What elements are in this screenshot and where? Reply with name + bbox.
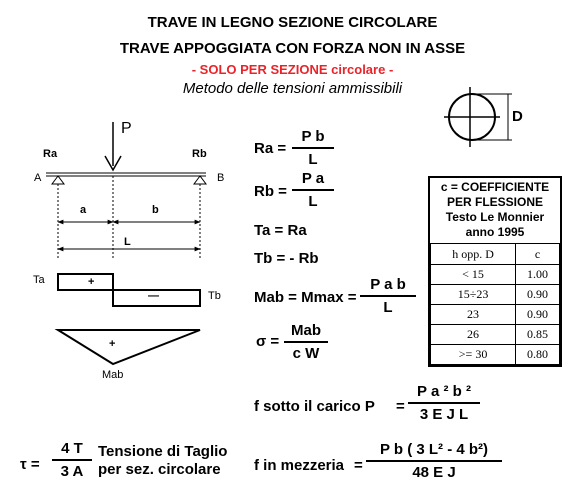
page-subtitle: TRAVE APPOGGIATA CON FORZA NON IN ASSE	[119, 40, 466, 57]
circular-section-icon	[438, 84, 538, 154]
coef-title-line: anno 1995	[465, 225, 525, 239]
force-label: P	[121, 120, 132, 137]
rb-formula-lhs: Rb =	[254, 183, 287, 200]
fmezz-denominator: 48 E J	[412, 464, 456, 481]
fraction-bar	[292, 189, 334, 191]
coefficient-table	[428, 176, 562, 367]
table-cell: 26	[431, 325, 516, 345]
fraction-bar	[366, 460, 502, 462]
mab-fraction	[360, 276, 416, 316]
shear-minus-sign: —	[148, 290, 159, 302]
fraction-bar	[284, 341, 328, 343]
dim-b-label: b	[152, 204, 159, 216]
tau-description-line2: per sez. circolare	[98, 461, 221, 478]
mab-numerator: P a b	[370, 276, 406, 293]
moment-plus-sign: +	[109, 338, 116, 350]
equals-sign: =	[354, 457, 363, 474]
table-cell: 23	[431, 305, 516, 325]
ra-formula-lhs: Ra =	[254, 140, 287, 157]
mab-formula-lhs: Mab = Mmax =	[254, 289, 357, 306]
dim-a-label: a	[80, 204, 87, 216]
tb-formula: Tb = - Rb	[254, 250, 319, 267]
rb-fraction	[292, 170, 334, 210]
tau-numerator: 4 T	[61, 440, 83, 457]
reaction-b-label: Rb	[192, 148, 207, 160]
rb-denominator: L	[308, 193, 318, 210]
fmezz-formula-lhs: f in mezzeria	[254, 457, 345, 474]
fraction-bar	[360, 295, 416, 297]
table-cell: 1.00	[516, 265, 560, 285]
ta-formula: Ta = Ra	[254, 222, 307, 239]
moment-label: Mab	[102, 369, 124, 381]
tau-denominator: 3 A	[60, 463, 84, 480]
table-header-row	[431, 244, 560, 265]
ra-denominator: L	[308, 151, 318, 168]
table-cell: 0.80	[516, 345, 560, 365]
fcarico-formula-lhs: f sotto il carico P	[254, 398, 375, 415]
rb-numerator: P a	[301, 170, 325, 187]
table-row	[431, 345, 560, 365]
ra-fraction	[292, 128, 334, 168]
table-row	[431, 285, 560, 305]
fraction-bar	[408, 402, 480, 404]
fcarico-fraction	[408, 383, 480, 423]
fcarico-numerator: P a ² b ²	[417, 383, 471, 400]
table-row	[431, 265, 560, 285]
fraction-bar	[292, 147, 334, 149]
shear-a-label: Ta	[33, 274, 45, 286]
table-cell: >= 30	[431, 345, 516, 365]
coefficient-grid	[430, 243, 560, 365]
shear-plus-sign: +	[88, 276, 95, 288]
fmezz-numerator: P b ( 3 L² - 4 b²)	[379, 441, 489, 458]
fmezz-fraction	[366, 441, 502, 481]
table-row	[431, 305, 560, 325]
fraction-bar	[52, 459, 92, 461]
coef-title-line: c = COEFFICIENTE	[440, 180, 550, 194]
sigma-fraction	[284, 322, 328, 362]
tau-formula-lhs: τ =	[20, 456, 40, 473]
ra-numerator: P b	[301, 128, 325, 145]
dim-l-label: L	[124, 236, 131, 248]
table-header-cell: h opp. D	[431, 244, 516, 265]
coefficient-table-title	[430, 178, 560, 243]
table-header-cell: c	[516, 244, 560, 265]
coef-title-line: PER FLESSIONE	[446, 195, 544, 209]
coef-title-line: Testo Le Monnier	[445, 210, 545, 224]
mab-denominator: L	[383, 299, 393, 316]
table-cell: 0.85	[516, 325, 560, 345]
table-cell: 0.90	[516, 285, 560, 305]
equals-sign: =	[396, 398, 405, 415]
table-cell: 0.90	[516, 305, 560, 325]
diameter-label: D	[512, 108, 523, 125]
reaction-a-label: Ra	[43, 148, 58, 160]
page-title: TRAVE IN LEGNO SEZIONE CIRCOLARE	[147, 14, 438, 31]
method-label: Metodo delle tensioni ammissibili	[182, 80, 403, 97]
sigma-formula-lhs: σ =	[256, 333, 280, 350]
support-a-label: A	[34, 172, 42, 184]
table-cell: 15÷23	[431, 285, 516, 305]
sigma-denominator: c W	[292, 345, 320, 362]
fcarico-denominator: 3 E J L	[419, 406, 469, 423]
table-cell: < 15	[431, 265, 516, 285]
sigma-numerator: Mab	[291, 322, 321, 339]
shear-b-label: Tb	[208, 290, 221, 302]
tau-description-line1: Tensione di Taglio	[98, 443, 228, 460]
support-b-label: B	[217, 172, 225, 184]
tau-fraction	[52, 440, 92, 480]
table-row	[431, 325, 560, 345]
section-note: - SOLO PER SEZIONE circolare -	[191, 62, 394, 77]
